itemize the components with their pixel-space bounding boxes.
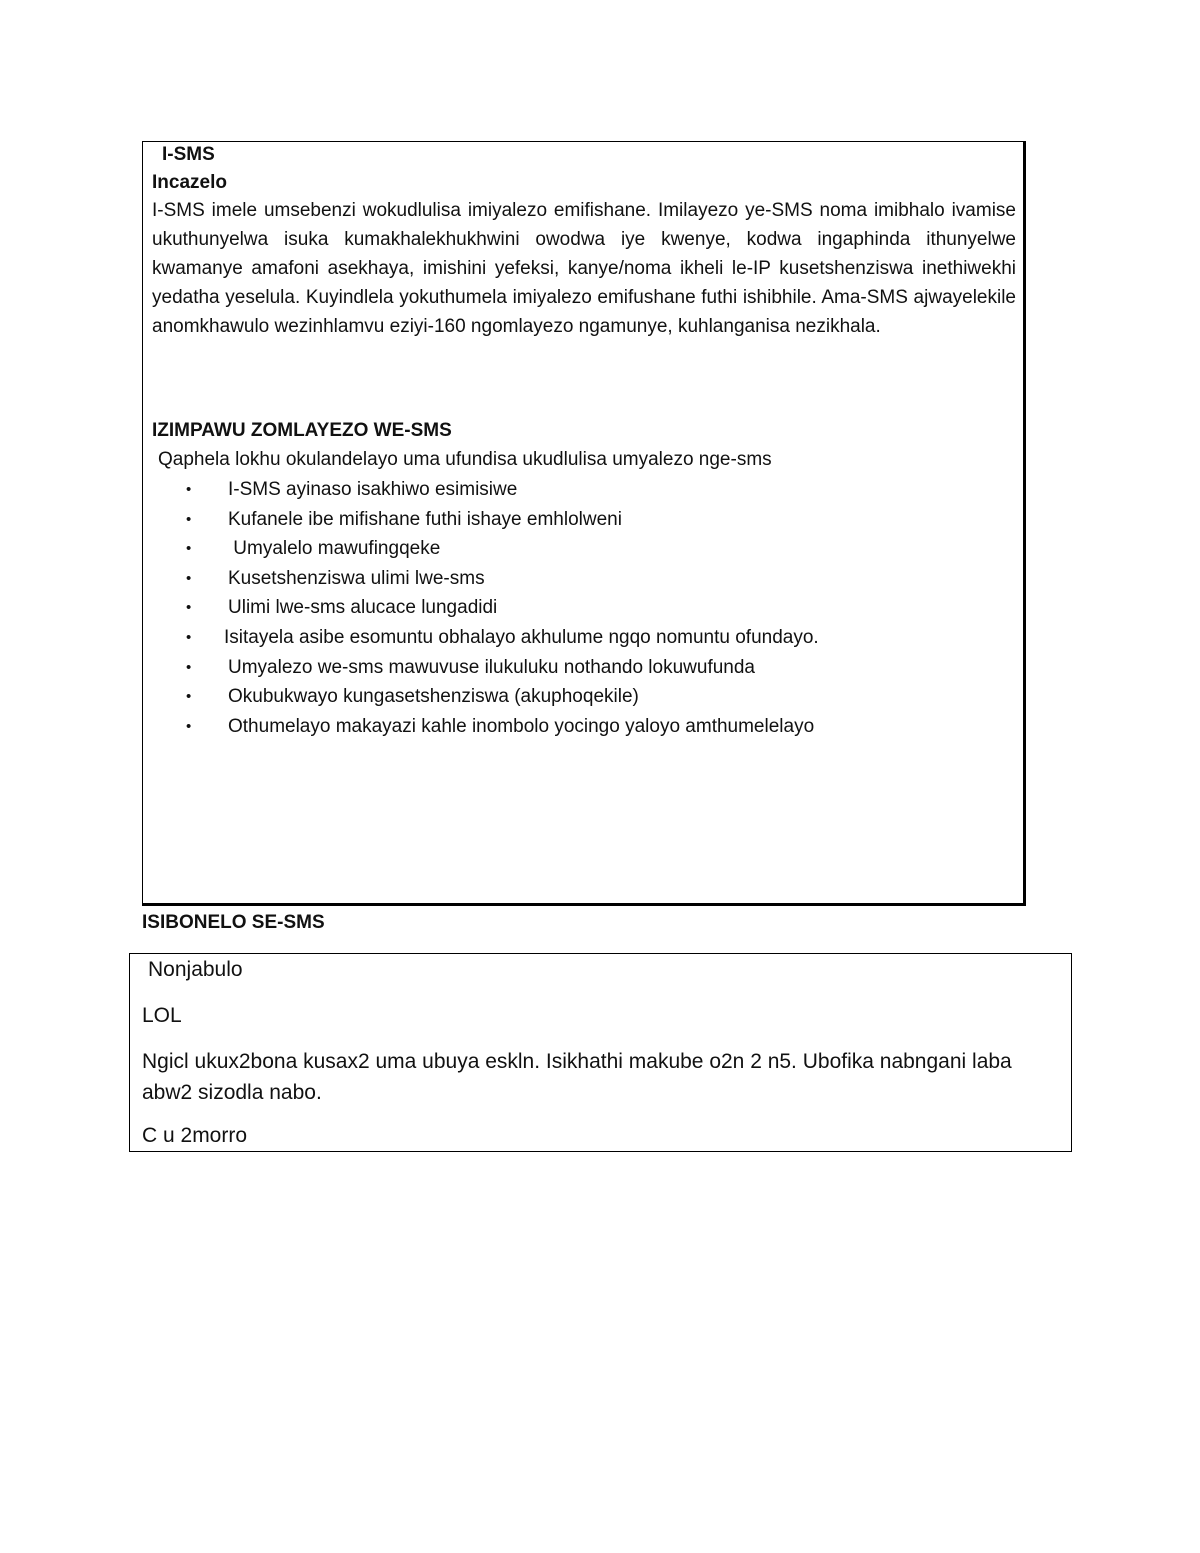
list-item-text: Ulimi lwe-sms alucace lungadidi <box>228 597 498 619</box>
list-item-text: Okubukwayo kungasetshenziswa (akuphoqekile) <box>228 686 639 708</box>
sms-signoff: C u 2morro <box>142 1124 248 1147</box>
bullet-icon: • <box>186 628 192 646</box>
bullet-icon: • <box>186 569 192 587</box>
list-item <box>182 682 1002 712</box>
list-item-text: Othumelayo makayazi kahle inombolo yocingo yaloyo amthumelelayo <box>228 715 815 737</box>
list-item <box>182 653 1002 683</box>
sms-message: Ngicl ukux2bona kusax2 uma ubuya eskln. Isikhathi makube o2n 2 n5. Ubofika nabngani laba abw2 sizodla nabo. <box>142 1050 1012 1104</box>
bullet-icon: • <box>186 658 192 676</box>
list-item-text: Umyalezo we-sms mawuvuse ilukuluku nothando lokuwufunda <box>228 656 755 678</box>
list-item <box>182 623 1002 653</box>
bullet-icon: • <box>186 540 192 558</box>
bullet-icon: • <box>186 481 192 498</box>
list-item <box>182 534 1002 564</box>
list-item-text: Kufanele ibe mifishane futhi ishaye emhlolweni <box>228 508 622 530</box>
intro-paragraph: I-SMS imele umsebenzi wokudlulisa imiyalezo emifishane. Imilayezo ye-SMS noma imibhalo ivamise ukuthunyelwa isuka kumakhalekhukhwini owodwa iye kwenye, kodwa ingaphinda ithunyelwe kwamanye amafoni asekhaya, imishini yefeksi, kanye/noma ikheli le-IP kusetshenziswa inethiwekhi yedatha yeselula. Kuyindlela yokuthumela imiyalezo emifushane futhi ishibhile. Ama-SMS ajwayelekile anomkhawulo wezinhlamvu eziyi-160 ngomlayezo ngamunye, kuhlanganisa nezikhala. <box>152 200 1016 337</box>
list-item <box>182 564 1002 594</box>
bullet-icon: • <box>186 599 192 617</box>
info-subtitle: Incazelo <box>152 172 227 193</box>
features-heading: IZIMPAWU ZOMLAYEZO WE-SMS <box>152 420 452 441</box>
list-item-text: I-SMS ayinaso isakhiwo esimisiwe <box>228 479 518 500</box>
list-item <box>182 712 1002 742</box>
sms-recipient: Nonjabulo <box>148 958 243 981</box>
sms-greeting: LOL <box>142 1004 182 1027</box>
list-item <box>182 505 1002 535</box>
list-item-text: Umyalelo mawufingqeke <box>228 538 441 560</box>
list-item-text: Isitayela asibe esomuntu obhalayo akhulume ngqo nomuntu ofundayo. <box>224 626 819 648</box>
features-list <box>182 475 1002 741</box>
bullet-icon: • <box>186 717 192 735</box>
features-lead: Qaphela lokhu okulandelayo uma ufundisa ukudlulisa umyalezo nge-sms <box>158 449 772 470</box>
list-item <box>182 593 1002 623</box>
list-item <box>182 475 1002 505</box>
list-item-text: Kusetshenziswa ulimi lwe-sms <box>228 567 485 589</box>
example-heading: ISIBONELO SE-SMS <box>142 912 325 933</box>
bullet-icon: • <box>186 510 192 528</box>
bullet-icon: • <box>186 688 192 706</box>
info-title: I-SMS <box>162 144 215 165</box>
